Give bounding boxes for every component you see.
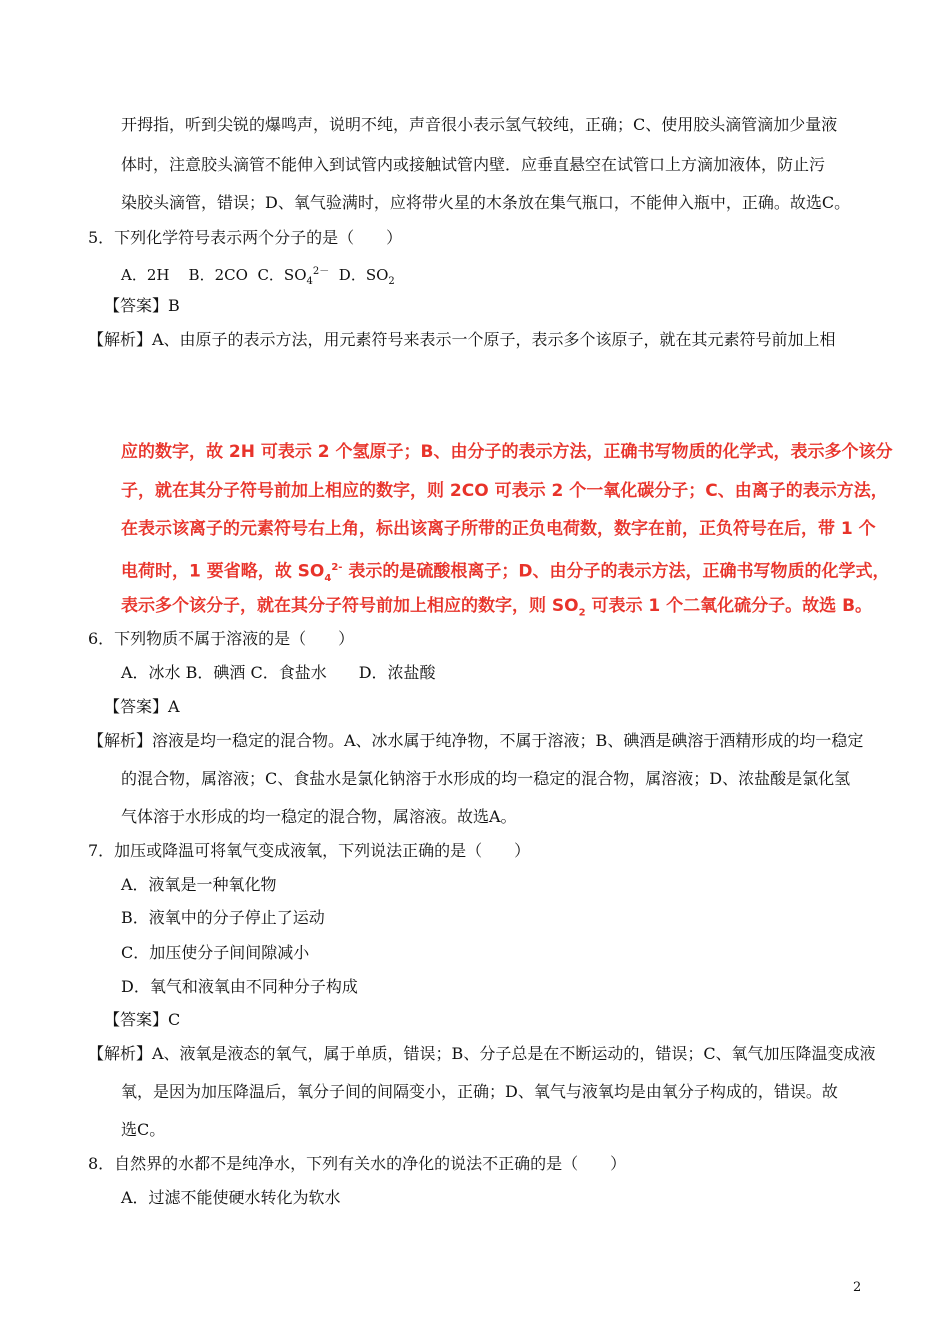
analysis-5-red-line: 电荷时，1 要省略，故 $SO_4^{2-}$ 表示的是硫酸根离子；D、由分子的表示方法，正确书写物质的化学式， — [121, 561, 890, 585]
question-5-options — [121, 262, 395, 292]
option-d: D．$SO_2$ — [338, 266, 395, 287]
analysis-5-red-line: 子，就在其分子符号前加上相应的数字，则 2CO 可表示 2 个一氧化碳分子；C、由离子的表示方法， — [121, 481, 888, 501]
analysis-7-line: 氧，是因为加压降温后，氧分子间的间隔变小，正确；D、氧气与液氧均是由氧分子构成的，错误。故 — [121, 1082, 838, 1101]
analysis-6-line: 气体溶于水形成的均一稳定的混合物，属溶液。故选A。 — [121, 807, 517, 826]
question-6: 6．下列物质不属于溶液的是（ ） — [88, 629, 355, 648]
analysis-5-red-line: 应的数字，故 2H 可表示 2 个氢原子；B、由分子的表示方法，正确书写物质的化学式，表示多个该分 — [121, 442, 893, 462]
option-c: C．$SO_4^{2-}$ — [257, 266, 330, 287]
analysis-5-line: 【解析】A、由原子的表示方法，用元素符号来表示一个原子，表示多个该原子，就在其元素符号前加上相 — [88, 330, 836, 349]
analysis-5-red-line: 表示多个该分子，就在其分子符号前加上相应的数字，则 $SO_2$ 可表示 1 个二氧化硫分子。故选 B。 — [121, 596, 873, 619]
question-7-option-d: D．氧气和液氧由不同种分子构成 — [121, 977, 358, 996]
question-6-options: A．冰水 B．碘酒 C．食盐水 D．浓盐酸 — [121, 663, 436, 682]
question-5: 5．下列化学符号表示两个分子的是（ ） — [88, 228, 403, 247]
answer-5: 【答案】B — [104, 296, 180, 315]
answer-7: 【答案】C — [104, 1010, 181, 1029]
question-8-option-a: A．过滤不能使硬水转化为软水 — [121, 1188, 341, 1207]
question-7: 7．加压或降温可将氧气变成液氧，下列说法正确的是（ ） — [88, 841, 531, 860]
answer-6: 【答案】A — [104, 697, 180, 716]
prev-analysis-line: 染胶头滴管，错误；D、氧气验满时，应将带火星的木条放在集气瓶口，不能伸入瓶中，正确。故选C。 — [121, 193, 851, 212]
option-a: A．2H — [121, 266, 170, 284]
prev-analysis-line: 体时，注意胶头滴管不能伸入到试管内或接触试管内壁．应垂直悬空在试管口上方滴加液体，防止污 — [121, 155, 826, 174]
question-7-option-c: C．加压使分子间间隙减小 — [121, 943, 310, 962]
page-number: 2 — [853, 1280, 862, 1295]
prev-analysis-line: 开拇指，听到尖锐的爆鸣声，说明不纯，声音很小表示氢气较纯，正确；C、使用胶头滴管滴加少量液 — [121, 115, 838, 134]
question-8: 8．自然界的水都不是纯净水，下列有关水的净化的说法不正确的是（ ） — [88, 1154, 627, 1173]
question-7-option-b: B．液氧中的分子停止了运动 — [121, 908, 325, 927]
analysis-6-line: 【解析】溶液是均一稳定的混合物。A、冰水属于纯净物，不属于溶液；B、碘酒是碘溶于酒精形成的均一稳定 — [88, 731, 864, 750]
question-7-option-a: A．液氧是一种氧化物 — [121, 875, 277, 894]
analysis-7-line: 【解析】A、液氧是液态的氧气，属于单质，错误；B、分子总是在不断运动的，错误；C、氧气加压降温变成液 — [88, 1044, 876, 1063]
analysis-5-red-line: 在表示该离子的元素符号右上角，标出该离子所带的正负电荷数，数字在前，正负符号在后，带 1 个 — [121, 519, 876, 539]
analysis-7-line: 选C。 — [121, 1120, 166, 1139]
analysis-6-line: 的混合物，属溶液；C、食盐水是氯化钠溶于水形成的均一稳定的混合物，属溶液；D、浓盐酸是氯化氢 — [121, 769, 851, 788]
option-b: B．2CO — [188, 266, 248, 284]
